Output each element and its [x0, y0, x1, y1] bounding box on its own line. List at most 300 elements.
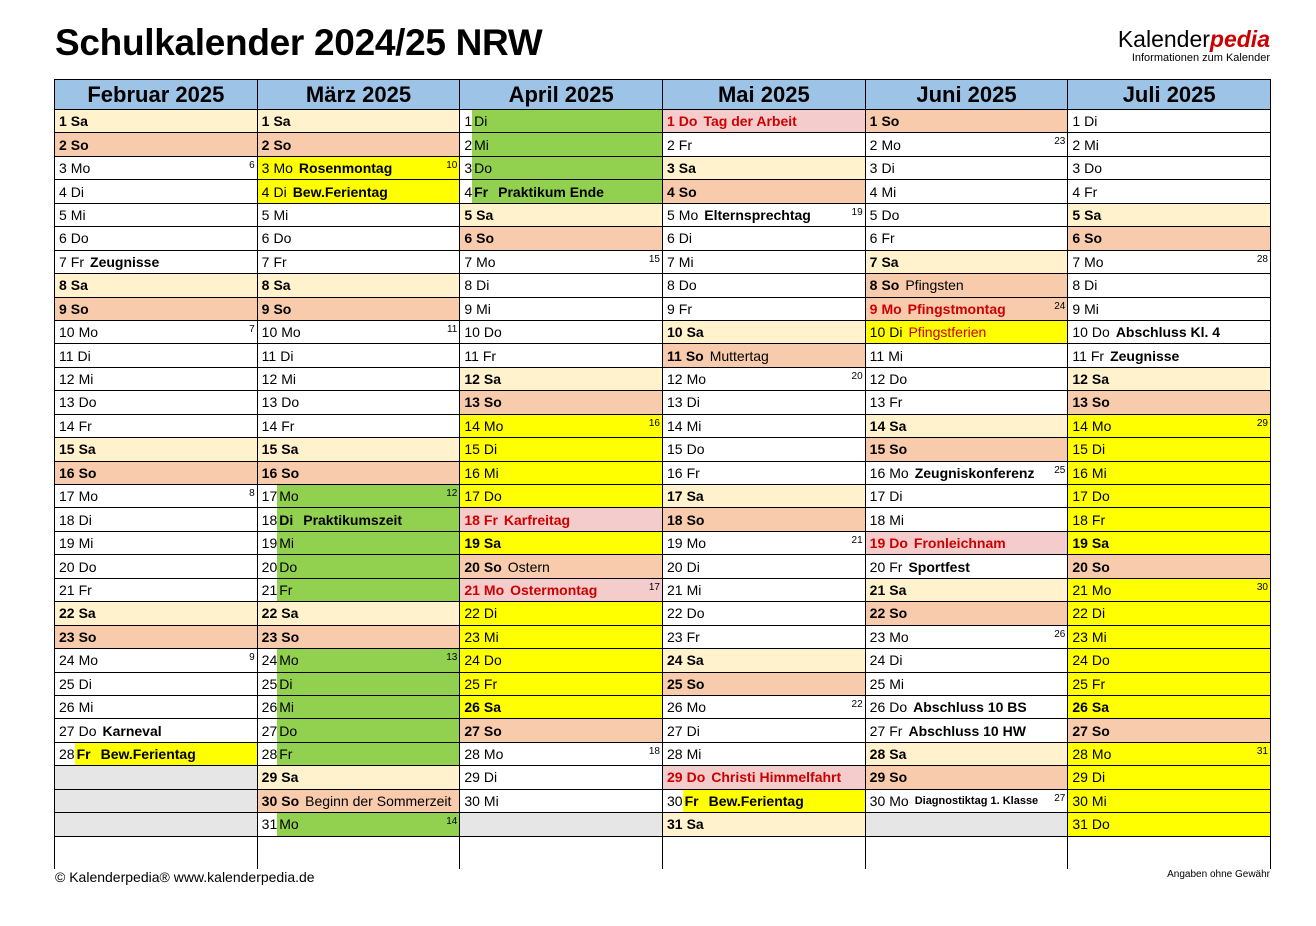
day-weekday: [1068, 391, 1109, 413]
day-weekday: [258, 415, 295, 437]
day-cell: [663, 743, 865, 766]
weekday: Do: [686, 605, 705, 622]
day-cell: [663, 368, 865, 391]
day-cell: [866, 719, 1068, 742]
day-weekday: [1068, 485, 1109, 507]
day-weekday: [1068, 204, 1101, 226]
day-number: 1: [261, 113, 270, 130]
logo-brand-part: Kalender: [1117, 26, 1210, 52]
weekday: So: [476, 230, 495, 247]
week-number: 7: [249, 323, 255, 335]
day-cell: [460, 368, 662, 391]
weekday: So: [273, 300, 292, 317]
day-weekday: [55, 391, 96, 413]
day-weekday: [663, 391, 700, 413]
day-number: 28: [59, 746, 75, 763]
weekday: Do: [279, 558, 298, 575]
day-cell: [1068, 555, 1270, 578]
weekday: Do: [474, 160, 493, 177]
day-weekday: [1068, 274, 1097, 296]
day-weekday: [663, 813, 704, 835]
day-weekday: [1068, 555, 1109, 577]
day-cell: [258, 485, 460, 508]
month-column: [55, 80, 258, 869]
day-number: 30: [869, 792, 886, 809]
day-cell: [866, 579, 1068, 602]
weekday: Fr: [686, 628, 700, 645]
day-number: 20: [667, 558, 683, 575]
day-cell: [1068, 204, 1270, 227]
day-weekday: [1068, 298, 1099, 320]
day-weekday: [663, 227, 692, 249]
day-cell: [55, 602, 257, 625]
day-weekday: [866, 485, 903, 507]
weekday: Di: [77, 347, 91, 364]
weekday: Do: [1091, 816, 1110, 833]
day-cell: [460, 204, 662, 227]
day-number: 28: [261, 746, 278, 763]
day-number: 6: [869, 230, 878, 247]
day-weekday: [663, 626, 700, 648]
day-cell: [55, 555, 257, 578]
day-weekday: [663, 766, 705, 788]
weekday: Di: [889, 652, 903, 669]
day-number: 7: [59, 253, 67, 270]
day-cell: [460, 626, 662, 649]
day-weekday: [460, 508, 498, 530]
day-cell: [55, 204, 257, 227]
day-cell: [460, 649, 662, 672]
day-number: 18: [667, 511, 683, 528]
day-weekday: [258, 602, 299, 624]
day-weekday: [460, 602, 497, 624]
day-weekday: [1068, 344, 1104, 366]
weekday: Sa: [483, 535, 502, 552]
day-cell: [663, 719, 865, 742]
event-label: Ostern: [507, 558, 550, 575]
day-weekday: [866, 298, 902, 320]
day-number: 21: [261, 581, 278, 598]
day-number: 15: [464, 441, 480, 458]
week-number: 25: [1054, 464, 1066, 476]
weekday: Di: [78, 511, 92, 528]
weekday: Fr: [78, 581, 92, 598]
day-number: 29: [1072, 769, 1088, 786]
day-weekday: [258, 532, 278, 554]
day-weekday: [460, 204, 493, 226]
day-cell: [866, 227, 1068, 250]
day-cell: [460, 180, 662, 203]
event-label: Diagnostiktag 1. Klasse: [914, 794, 1039, 807]
day-cell: [1068, 462, 1270, 485]
day-cell: [663, 555, 865, 578]
day-number: 28: [464, 746, 480, 763]
logo-brand-accent: pedia: [1209, 26, 1270, 52]
weekday: So: [686, 675, 705, 692]
day-weekday: [55, 602, 96, 624]
day-weekday: [1068, 673, 1105, 695]
week-number: 29: [1256, 417, 1268, 429]
event-label: [277, 532, 459, 554]
day-number: 14: [464, 417, 480, 434]
day-weekday: [663, 321, 704, 343]
day-number: 19: [869, 535, 886, 552]
day-weekday: [663, 743, 701, 765]
day-cell: [663, 602, 865, 625]
day-cell: [258, 813, 460, 836]
day-weekday: [55, 626, 96, 648]
day-weekday: [1068, 251, 1103, 273]
day-number: 24: [261, 652, 278, 669]
day-weekday: [55, 462, 96, 484]
day-number: 11: [59, 347, 74, 364]
weekday: Fr: [273, 253, 287, 270]
day-weekday: [55, 649, 98, 671]
day-cell: [663, 462, 865, 485]
day-cell: [663, 204, 865, 227]
day-number: 20: [464, 558, 480, 575]
day-number: 18: [59, 511, 75, 528]
day-number: 20: [261, 558, 278, 575]
day-weekday: [866, 391, 903, 413]
weekday: Mi: [686, 581, 702, 598]
day-number: 28: [667, 746, 683, 763]
day-number: 26: [1072, 699, 1088, 716]
day-cell: [55, 462, 257, 485]
day-number: 26: [59, 699, 75, 716]
day-number: 26: [261, 699, 278, 716]
day-weekday: [1068, 415, 1111, 437]
day-number: 28: [1072, 746, 1088, 763]
weekday: Di: [678, 230, 693, 247]
weekday: So: [78, 628, 97, 645]
day-number: 7: [464, 253, 473, 270]
day-weekday: [258, 673, 278, 695]
day-cell: [1068, 743, 1270, 766]
weekday: Do: [678, 113, 698, 130]
day-cell: [460, 462, 662, 485]
day-cell: [460, 391, 662, 414]
event-label: [277, 813, 459, 835]
day-number: 4: [869, 183, 878, 200]
day-cell: [1068, 133, 1270, 156]
day-weekday: [460, 391, 501, 413]
day-number: 20: [1072, 558, 1088, 575]
weekday: Mo: [483, 417, 504, 434]
day-cell: [460, 719, 662, 742]
weekday: So: [70, 136, 89, 153]
day-cell: [460, 485, 662, 508]
day-weekday: [55, 415, 92, 437]
day-cell: [663, 274, 865, 297]
day-weekday: [866, 157, 895, 179]
weekday: So: [1091, 722, 1110, 739]
day-weekday: [460, 251, 495, 273]
day-cell: [55, 298, 257, 321]
weekday: So: [70, 300, 89, 317]
day-weekday: [663, 133, 692, 155]
day-cell: [866, 602, 1068, 625]
week-number: 28: [1256, 253, 1268, 265]
weekday: Sa: [686, 488, 704, 505]
day-number: 27: [59, 722, 75, 739]
day-cell: [1068, 227, 1270, 250]
day-weekday: [663, 251, 694, 273]
day-cell: [1068, 602, 1270, 625]
weekday: Do: [678, 277, 697, 294]
day-number: 11: [1072, 347, 1087, 364]
weekday: So: [1091, 558, 1110, 575]
weekday: So: [686, 511, 705, 528]
day-number: 22: [59, 605, 75, 622]
day-number: 5: [869, 206, 878, 223]
day-cell: [663, 157, 865, 180]
weekday: Fr: [684, 792, 699, 809]
event-label: [277, 696, 459, 718]
day-cell: [866, 438, 1068, 461]
day-number: 23: [261, 628, 278, 645]
day-cell: [258, 204, 460, 227]
day-cell: [1068, 508, 1270, 531]
day-cell: [460, 579, 662, 602]
footer-disclaimer: Angaben ohne Gewähr: [1167, 869, 1270, 880]
day-number: 26: [464, 699, 480, 716]
weekday: Mi: [279, 535, 295, 552]
weekday: Sa: [678, 160, 696, 177]
weekday: So: [889, 605, 908, 622]
day-number: 30: [464, 792, 480, 809]
weekday: Di: [279, 675, 293, 692]
weekday: Sa: [281, 605, 299, 622]
day-number: 7: [667, 253, 675, 270]
day-weekday: [460, 743, 503, 765]
day-cell: [663, 180, 865, 203]
day-weekday: [663, 180, 697, 202]
day-weekday: [258, 462, 299, 484]
day-weekday: [258, 321, 301, 343]
weekday: So: [678, 183, 697, 200]
day-number: 5: [667, 206, 675, 223]
weekday: Fr: [889, 394, 903, 411]
day-weekday: [258, 157, 293, 179]
weekday: Mi: [483, 464, 499, 481]
day-number: 7: [869, 253, 878, 270]
month-header: Februar 2025: [55, 80, 257, 110]
event-label: [472, 180, 662, 202]
day-weekday: [866, 555, 903, 577]
day-number: 29: [261, 769, 278, 786]
day-cell: [866, 532, 1068, 555]
day-cell: [866, 321, 1068, 344]
day-cell: [55, 321, 257, 344]
day-cell: [258, 251, 460, 274]
day-cell: [1068, 415, 1270, 438]
day-cell: [258, 626, 460, 649]
week-number: 14: [446, 816, 458, 828]
day-cell: [460, 321, 662, 344]
week-number: 8: [249, 488, 255, 499]
weekday: So: [281, 792, 300, 809]
day-number: 27: [869, 722, 886, 739]
weekday: Mo: [78, 488, 99, 505]
day-number: 1: [1072, 113, 1081, 130]
week-number: 15: [648, 253, 660, 265]
day-cell: [460, 743, 662, 766]
weekday: Sa: [273, 277, 291, 294]
day-weekday: [55, 274, 88, 296]
day-number: 13: [869, 394, 886, 411]
day-number: 26: [869, 699, 886, 716]
event-label: [683, 790, 865, 812]
weekday: Fr: [482, 347, 497, 364]
day-cell: [866, 204, 1068, 227]
day-cell: [1068, 485, 1270, 508]
day-cell: [663, 438, 865, 461]
day-cell: [55, 508, 257, 531]
day-cell: [55, 157, 257, 180]
day-weekday: [663, 485, 704, 507]
day-cell: [866, 485, 1068, 508]
event-text: Bew.Ferientag: [708, 792, 804, 809]
day-weekday: [1068, 110, 1097, 132]
weekday: Mi: [279, 699, 295, 716]
day-cell: [866, 555, 1068, 578]
day-weekday: [663, 696, 706, 718]
weekday: Fr: [483, 675, 498, 692]
weekday: Fr: [889, 558, 903, 575]
day-number: 23: [1072, 628, 1088, 645]
weekday: Mo: [78, 324, 99, 341]
day-number: 27: [667, 722, 683, 739]
day-weekday: [55, 321, 98, 343]
weekday: Mi: [888, 347, 903, 364]
event-label: Zeugnisse: [1110, 347, 1180, 364]
day-weekday: [663, 204, 698, 226]
weekday: So: [1091, 394, 1110, 411]
week-number: 30: [1256, 581, 1268, 593]
empty-cell: [55, 813, 257, 836]
day-number: 31: [261, 816, 278, 833]
month-column: [663, 80, 866, 869]
weekday: Mo: [686, 699, 707, 716]
event-label: [277, 743, 459, 765]
day-weekday: [258, 696, 278, 718]
day-number: 7: [261, 253, 270, 270]
day-cell: [258, 321, 460, 344]
day-cell: [460, 344, 662, 367]
event-label: Abschluss 10 BS: [913, 699, 1027, 716]
logo: [1118, 26, 1270, 65]
week-number: 24: [1054, 300, 1066, 312]
day-number: 27: [1072, 722, 1088, 739]
day-weekday: [663, 110, 697, 132]
day-number: 6: [59, 230, 67, 247]
weekday: Sa: [1084, 206, 1102, 223]
day-number: 9: [261, 300, 270, 317]
month-column: [258, 80, 461, 869]
weekday: Do: [686, 769, 706, 786]
weekday: So: [1084, 230, 1103, 247]
weekday: Fr: [279, 746, 293, 763]
weekday: Do: [483, 324, 502, 341]
day-weekday: [1068, 649, 1109, 671]
day-weekday: [55, 133, 89, 155]
day-cell: [663, 485, 865, 508]
weekday: Fr: [281, 417, 295, 434]
weekday: Di: [1091, 769, 1106, 786]
day-number: 25: [59, 675, 75, 692]
day-cell: [1068, 344, 1270, 367]
day-weekday: [663, 673, 704, 695]
weekday: Fr: [70, 253, 85, 270]
day-weekday: [258, 227, 292, 249]
day-number: 4: [261, 183, 270, 200]
day-weekday: [460, 180, 472, 202]
event-label: [75, 743, 257, 765]
weekday: Fr: [678, 136, 693, 153]
weekday: Mo: [686, 371, 707, 388]
day-cell: [258, 274, 460, 297]
weekday: Sa: [881, 253, 899, 270]
day-cell: [55, 227, 257, 250]
day-weekday: [258, 626, 299, 648]
day-number: 5: [261, 206, 270, 223]
day-weekday: [55, 743, 75, 765]
day-number: 10: [59, 324, 75, 341]
weekday: Sa: [889, 581, 907, 598]
event-label: Zeugniskonferenz: [914, 464, 1035, 481]
weekday: Sa: [281, 769, 299, 786]
weekday: Di: [686, 722, 700, 739]
day-weekday: [55, 719, 96, 741]
weekday: Mi: [273, 206, 289, 223]
day-weekday: [1068, 579, 1111, 601]
day-weekday: [866, 368, 907, 390]
day-cell: [663, 696, 865, 719]
day-number: 22: [261, 605, 278, 622]
day-weekday: [1068, 743, 1111, 765]
event-label: [472, 157, 662, 179]
weekday: Do: [483, 488, 502, 505]
day-weekday: [1068, 790, 1106, 812]
weekday: Fr: [1091, 511, 1106, 528]
day-cell: [258, 790, 460, 813]
event-label: Bew.Ferientag: [292, 183, 388, 200]
day-number: 23: [464, 628, 480, 645]
day-cell: [258, 579, 460, 602]
weekday: So: [273, 136, 292, 153]
day-weekday: [55, 227, 89, 249]
day-number: 27: [464, 722, 480, 739]
day-cell: [1068, 649, 1270, 672]
logo-tagline: Informationen zum Kalender: [1131, 52, 1270, 64]
weekday: Mi: [889, 675, 905, 692]
day-number: 11: [261, 347, 277, 364]
day-cell: [258, 298, 460, 321]
month-header: Juli 2025: [1068, 80, 1270, 110]
day-number: 4: [1072, 183, 1081, 200]
day-weekday: [866, 110, 900, 132]
weekday: Mo: [281, 324, 301, 341]
day-weekday: [1068, 180, 1097, 202]
day-cell: [55, 649, 257, 672]
weekday: Fr: [483, 511, 498, 528]
day-weekday: [866, 743, 907, 765]
empty-cell: [866, 813, 1068, 836]
day-cell: [258, 157, 460, 180]
day-weekday: [55, 579, 92, 601]
day-number: 21: [667, 581, 683, 598]
